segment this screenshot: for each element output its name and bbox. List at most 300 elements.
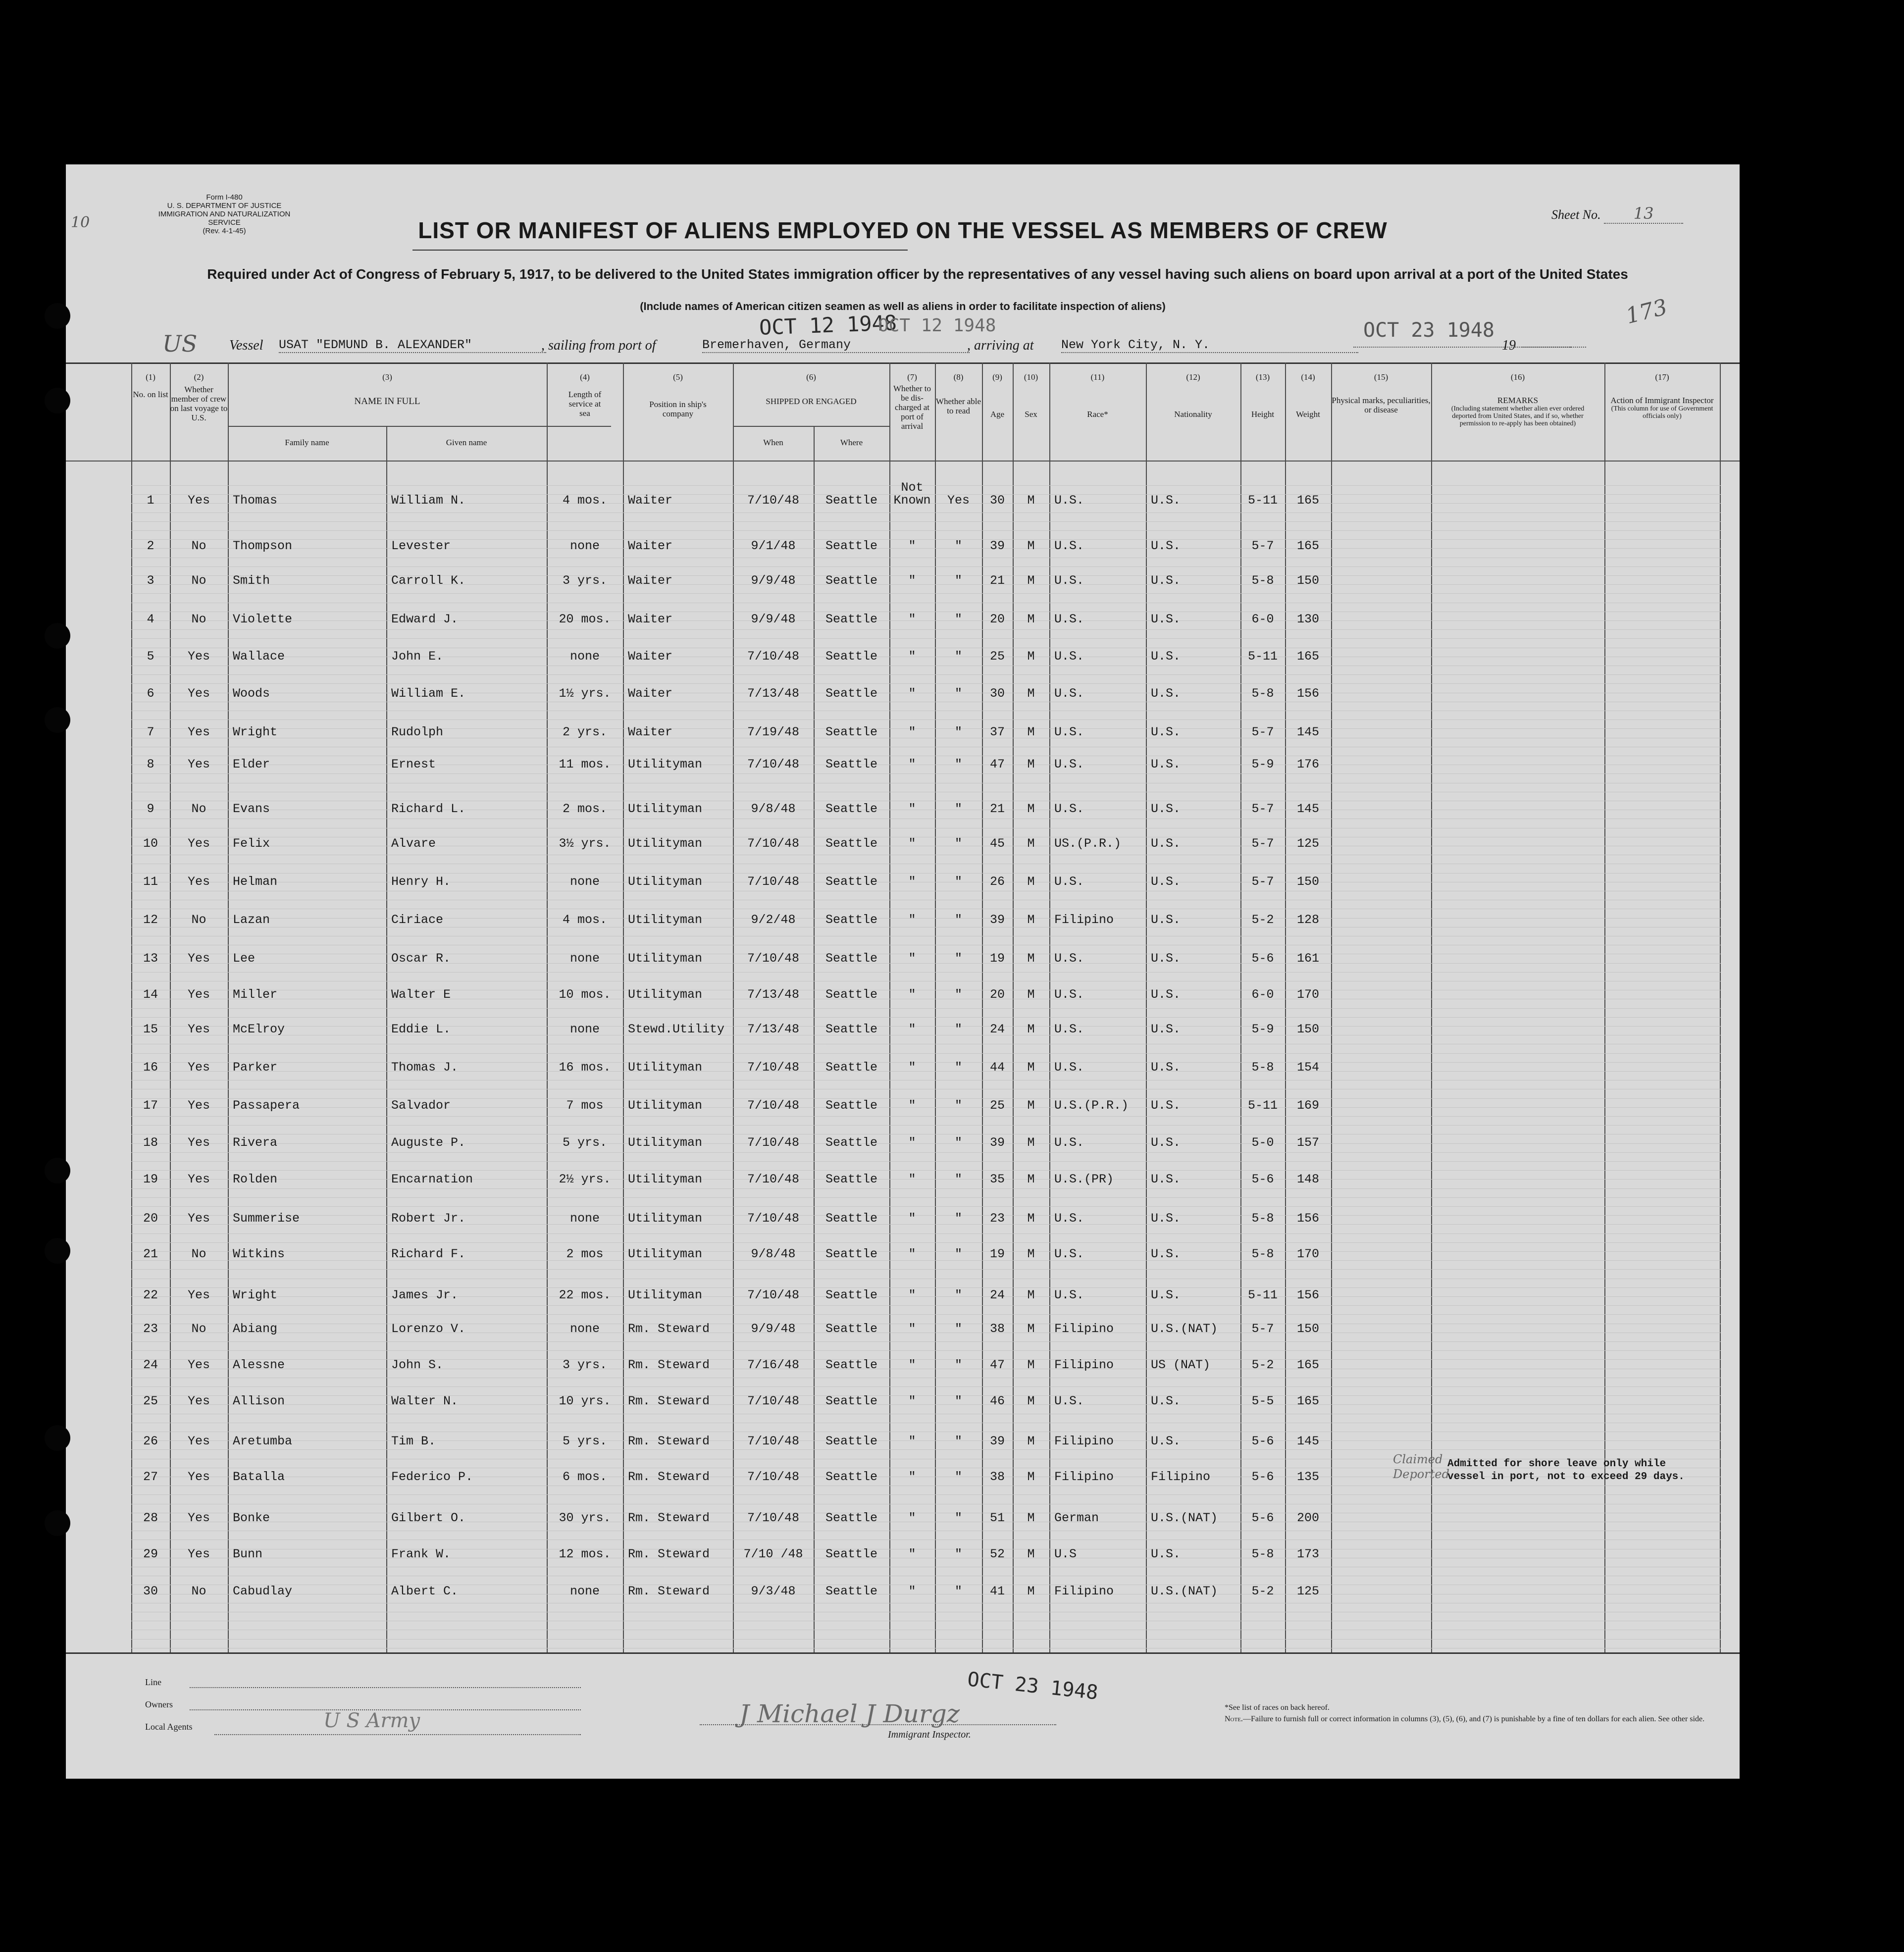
cell-nationality: U.S.: [1151, 1288, 1181, 1302]
sailing-label: , sailing from port of: [541, 338, 656, 353]
cell-nationality: U.S.: [1151, 539, 1181, 553]
cell-last-voyage: No: [191, 1247, 206, 1261]
cell-service-length: none: [569, 1584, 600, 1598]
port-from: Bremerhaven, Germany: [702, 338, 970, 353]
departure-stamp: OCT 12 1948: [759, 310, 897, 340]
col16-header: REMARKS: [1497, 396, 1539, 405]
cell-given-name: John S.: [391, 1358, 444, 1372]
cell-weight: 156: [1296, 686, 1319, 701]
cell-race: U.S.: [1054, 802, 1084, 816]
cell-shipped-where: Seattle: [825, 1135, 878, 1150]
cell-able-to-read: ": [954, 1247, 962, 1261]
cell-discharged: ": [908, 1358, 916, 1372]
cell-age: 23: [989, 1211, 1005, 1226]
agents-value: U S Army: [323, 1709, 420, 1732]
year-label: 19: [1502, 338, 1516, 353]
cell-shipped-where: Seattle: [825, 951, 878, 966]
owners-label: Owners: [145, 1699, 173, 1709]
cell-family-name: Bonke: [233, 1511, 270, 1525]
cell-nationality: U.S.: [1151, 874, 1181, 889]
cell-discharged: ": [908, 612, 916, 626]
cell-shipped-when: 9/8/48: [751, 802, 796, 816]
cell-weight: 170: [1296, 987, 1319, 1002]
cell-last-voyage: Yes: [187, 493, 210, 508]
cell-shipped-when: 9/2/48: [751, 913, 796, 927]
cell-able-to-read: ": [954, 725, 962, 739]
cell-discharged: ": [908, 1394, 916, 1408]
cell-family-name: McElroy: [233, 1022, 285, 1036]
cell-discharged: ": [908, 1288, 916, 1302]
cell-race: U.S.: [1054, 1135, 1084, 1150]
cell-discharged: ": [908, 1022, 916, 1036]
ledger-line: [131, 1161, 1721, 1162]
cell-position: Utilityman: [628, 1288, 703, 1302]
cell-position: Utilityman: [628, 1247, 703, 1261]
cell-row-number: 11: [143, 874, 158, 889]
cell-given-name: Walter N.: [391, 1394, 459, 1408]
cell-row-number: 22: [143, 1288, 158, 1302]
cell-height: 5-6: [1251, 1470, 1274, 1484]
cell-last-voyage: Yes: [187, 987, 210, 1002]
cell-age: 38: [989, 1470, 1005, 1484]
cell-discharged: ": [908, 802, 916, 816]
cell-row-number: 20: [143, 1211, 158, 1226]
cell-last-voyage: No: [191, 913, 206, 927]
cell-height: 5-8: [1251, 686, 1274, 701]
cell-sex: M: [1027, 874, 1035, 889]
cell-last-voyage: Yes: [187, 1394, 210, 1408]
ledger-line: [131, 530, 1721, 531]
cell-shipped-when: 7/10/48: [747, 1135, 800, 1150]
cell-weight: 156: [1296, 1288, 1319, 1302]
cell-age: 39: [989, 1135, 1005, 1150]
cell-able-to-read: ": [954, 1547, 962, 1561]
cell-nationality: U.S.: [1151, 1098, 1181, 1113]
cell-row-number: 27: [143, 1470, 158, 1484]
cell-discharged: ": [908, 1172, 916, 1186]
ledger-line: [131, 773, 1721, 774]
cell-height: 5-11: [1247, 493, 1278, 508]
cell-weight: 165: [1296, 493, 1319, 508]
cell-family-name: Miller: [233, 987, 278, 1002]
ledger-line: [131, 521, 1721, 522]
cell-service-length: 5 yrs.: [562, 1135, 607, 1150]
cell-given-name: Federico P.: [391, 1470, 473, 1484]
cell-age: 39: [989, 539, 1005, 553]
sheet-number: 13: [1604, 204, 1683, 224]
cell-shipped-when: 9/8/48: [751, 1247, 796, 1261]
cell-height: 5-2: [1251, 1584, 1274, 1598]
cell-family-name: Lazan: [233, 913, 270, 927]
cell-height: 5-11: [1247, 649, 1278, 664]
cell-position: Rm. Steward: [628, 1434, 710, 1448]
cell-weight: 169: [1296, 1098, 1319, 1113]
cell-shipped-where: Seattle: [825, 1547, 878, 1561]
cell-shipped-where: Seattle: [825, 1584, 878, 1598]
cell-service-length: none: [569, 649, 600, 664]
cell-sex: M: [1027, 1247, 1035, 1261]
cell-last-voyage: Yes: [187, 951, 210, 966]
cell-able-to-read: ": [954, 1358, 962, 1372]
binder-hole: [45, 1158, 70, 1183]
col5-number: (5): [673, 372, 683, 382]
cell-discharged: ": [908, 1135, 916, 1150]
cell-shipped-where: Seattle: [825, 725, 878, 739]
cell-shipped-where: Seattle: [825, 913, 878, 927]
cell-family-name: Wallace: [233, 649, 285, 664]
cell-discharged: ": [908, 874, 916, 889]
cell-able-to-read: ": [954, 913, 962, 927]
cell-position: Utilityman: [628, 1135, 703, 1150]
cell-age: 20: [989, 987, 1005, 1002]
cell-race: U.S.: [1054, 493, 1084, 508]
form-number: Form I-480: [206, 193, 243, 202]
cell-shipped-when: 7/13/48: [747, 1022, 800, 1036]
col17-number: (17): [1655, 372, 1669, 382]
form-service: IMMIGRATION AND NATURALIZATION SERVICE: [158, 210, 291, 227]
cell-service-length: 1½ yrs.: [559, 686, 611, 701]
cell-age: 21: [989, 573, 1005, 588]
inspection-stamp: OCT 23 1948: [966, 1668, 1099, 1704]
cell-position: Waiter: [628, 493, 673, 508]
page-number: 173: [1623, 294, 1670, 329]
cell-able-to-read: ": [954, 649, 962, 664]
cell-weight: 176: [1296, 757, 1319, 771]
cell-nationality: U.S.: [1151, 913, 1181, 927]
cell-service-length: 3 yrs.: [562, 573, 607, 588]
cell-nationality: U.S.: [1151, 1247, 1181, 1261]
cell-height: 5-5: [1251, 1394, 1274, 1408]
cell-sex: M: [1027, 1470, 1035, 1484]
binder-hole: [45, 303, 70, 329]
col12-number: (12): [1186, 372, 1200, 382]
cell-race: U.S.: [1054, 1247, 1084, 1261]
cell-able-to-read: ": [954, 1322, 962, 1336]
cell-shipped-where: Seattle: [825, 1060, 878, 1075]
agents-field: [214, 1734, 581, 1735]
cell-row-number: 9: [147, 802, 154, 816]
cell-sex: M: [1027, 573, 1035, 588]
cell-discharged: ": [908, 951, 916, 966]
cell-family-name: Bunn: [233, 1547, 263, 1561]
cell-shipped-when: 9/3/48: [751, 1584, 796, 1598]
cell-discharged: ": [908, 649, 916, 664]
cell-family-name: Passapera: [233, 1098, 300, 1113]
cell-shipped-where: Seattle: [825, 1211, 878, 1226]
cell-able-to-read: ": [954, 874, 962, 889]
cell-discharged: ": [908, 1434, 916, 1448]
cell-family-name: Felix: [233, 836, 270, 851]
cell-height: 5-7: [1251, 874, 1274, 889]
ledger-line: [131, 1116, 1721, 1117]
vessel-prefix-handwritten: US: [162, 330, 198, 357]
cell-last-voyage: No: [191, 573, 206, 588]
table-top-border: [66, 362, 1740, 364]
cell-given-name: Encarnation: [391, 1172, 473, 1186]
col6b-header: Where: [840, 438, 863, 447]
cell-service-length: 2½ yrs.: [559, 1172, 611, 1186]
ledger-line: [131, 1197, 1721, 1198]
cell-last-voyage: Yes: [187, 1288, 210, 1302]
cell-row-number: 3: [147, 573, 154, 588]
cell-age: 25: [989, 649, 1005, 664]
line-label: Line: [145, 1677, 161, 1687]
cell-age: 19: [989, 1247, 1005, 1261]
cell-service-length: none: [569, 1211, 600, 1226]
cell-service-length: 20 mos.: [559, 612, 611, 626]
ledger-line: [131, 1305, 1721, 1306]
cell-family-name: Helman: [233, 874, 278, 889]
cell-height: 5-7: [1251, 1322, 1274, 1336]
cell-height: 5-8: [1251, 1060, 1274, 1075]
cell-family-name: Woods: [233, 686, 270, 701]
cell-position: Utilityman: [628, 987, 703, 1002]
cell-height: 5-8: [1251, 1211, 1274, 1226]
cell-service-length: none: [569, 1022, 600, 1036]
ledger-line: [131, 683, 1721, 684]
cell-age: 24: [989, 1022, 1005, 1036]
cell-shipped-where: Seattle: [825, 1470, 878, 1484]
cell-row-number: 13: [143, 951, 158, 966]
cell-race: Filipino: [1054, 1470, 1114, 1484]
cell-family-name: Aretumba: [233, 1434, 293, 1448]
cell-row-number: 28: [143, 1511, 158, 1525]
cell-service-length: 6 mos.: [562, 1470, 607, 1484]
cell-nationality: U.S.: [1151, 987, 1181, 1002]
cell-able-to-read: ": [954, 802, 962, 816]
cell-position: Rm. Steward: [628, 1547, 710, 1561]
cell-discharged: ": [908, 725, 916, 739]
cell-shipped-when: 7/10/48: [747, 1434, 800, 1448]
cell-family-name: Thompson: [233, 539, 293, 553]
table-bottom-border: [66, 1652, 1740, 1654]
cell-given-name: Richard F.: [391, 1247, 466, 1261]
cell-sex: M: [1027, 1584, 1035, 1598]
cell-race: Filipino: [1054, 913, 1114, 927]
cell-nationality: U.S.: [1151, 493, 1181, 508]
cell-able-to-read: ": [954, 1470, 962, 1484]
cell-position: Utilityman: [628, 951, 703, 966]
cell-shipped-where: Seattle: [825, 539, 878, 553]
cell-given-name: Lorenzo V.: [391, 1322, 466, 1336]
cell-discharged: ": [908, 1322, 916, 1336]
cell-last-voyage: Yes: [187, 725, 210, 739]
cell-race: U.S.: [1054, 1288, 1084, 1302]
cell-given-name: James Jr.: [391, 1288, 459, 1302]
cell-last-voyage: Yes: [187, 1172, 210, 1186]
cell-family-name: Summerise: [233, 1211, 300, 1226]
cell-height: 5-8: [1251, 1547, 1274, 1561]
ledger-line: [131, 1152, 1721, 1153]
cell-position: Utilityman: [628, 913, 703, 927]
cell-sex: M: [1027, 686, 1035, 701]
cell-given-name: Alvare: [391, 836, 436, 851]
col-line: [386, 426, 387, 1652]
cell-age: 51: [989, 1511, 1005, 1525]
subtitle-note: (Include names of American citizen seamen as well as aliens in order to facilitate inspection of aliens): [640, 300, 1166, 312]
col6-number: (6): [806, 372, 816, 382]
cell-shipped-when: 7/10/48: [747, 951, 800, 966]
col8-header: Whether able to read: [935, 397, 981, 415]
ledger-line: [131, 1188, 1721, 1189]
cell-service-length: 4 mos.: [562, 913, 607, 927]
cell-sex: M: [1027, 493, 1035, 508]
cell-discharged: ": [908, 1247, 916, 1261]
cell-position: Rm. Steward: [628, 1584, 710, 1598]
cell-shipped-where: Seattle: [825, 649, 878, 664]
year-line: [1522, 347, 1586, 348]
cell-given-name: Walter E: [391, 987, 451, 1002]
cell-weight: 150: [1296, 874, 1319, 889]
cell-family-name: Thomas: [233, 493, 278, 508]
remark-shore-leave: Admitted for shore leave only while vessel in port, not to exceed 29 days.: [1447, 1458, 1685, 1483]
col1-number: (1): [146, 372, 155, 382]
cell-weight: 125: [1296, 836, 1319, 851]
cell-service-length: 2 mos.: [562, 802, 607, 816]
ledger-line: [131, 1242, 1721, 1243]
cell-height: 5-9: [1251, 757, 1274, 771]
cell-row-number: 29: [143, 1547, 158, 1561]
cell-given-name: John E.: [391, 649, 444, 664]
cell-service-length: none: [569, 874, 600, 889]
title-underline: [412, 250, 908, 251]
cell-weight: 165: [1296, 649, 1319, 664]
cell-last-voyage: Yes: [187, 649, 210, 664]
inspector-signature: J Michael J Durgz: [739, 1699, 960, 1728]
cell-position: Waiter: [628, 539, 673, 553]
cell-row-number: 16: [143, 1060, 158, 1075]
ledger-line: [131, 1017, 1721, 1018]
form-department: U. S. DEPARTMENT OF JUSTICE: [167, 202, 282, 210]
cell-service-length: 3 yrs.: [562, 1358, 607, 1372]
cell-race: Filipino: [1054, 1584, 1114, 1598]
ledger-line: [131, 719, 1721, 720]
cell-last-voyage: Yes: [187, 1358, 210, 1372]
cell-age: 37: [989, 725, 1005, 739]
cell-last-voyage: No: [191, 539, 206, 553]
cell-family-name: Rivera: [233, 1135, 278, 1150]
cell-race: US.(P.R.): [1054, 836, 1122, 851]
cell-row-number: 26: [143, 1434, 158, 1448]
cell-shipped-where: Seattle: [825, 836, 878, 851]
cell-sex: M: [1027, 1547, 1035, 1561]
cell-race: U.S.: [1054, 1022, 1084, 1036]
col11-header: Race*: [1087, 410, 1108, 419]
cell-given-name: Ciriace: [391, 913, 444, 927]
cell-position: Utilityman: [628, 874, 703, 889]
cell-family-name: Violette: [233, 612, 293, 626]
cell-position: Utilityman: [628, 1060, 703, 1075]
penalty-note: [1225, 1714, 1720, 1724]
cell-shipped-where: Seattle: [825, 493, 878, 508]
col6a-header: When: [763, 438, 783, 447]
cell-position: Waiter: [628, 725, 673, 739]
cell-shipped-where: Seattle: [825, 757, 878, 771]
cell-last-voyage: No: [191, 612, 206, 626]
cell-service-length: 12 mos.: [559, 1547, 611, 1561]
cell-height: 5-6: [1251, 1172, 1274, 1186]
cell-shipped-when: 7/10/48: [747, 1172, 800, 1186]
cell-race: Filipino: [1054, 1322, 1114, 1336]
form-revision: (Rev. 4-1-45): [203, 227, 246, 235]
cell-position: Rm. Steward: [628, 1358, 710, 1372]
cell-height: 6-0: [1251, 987, 1274, 1002]
cell-able-to-read: ": [954, 1584, 962, 1598]
cell-row-number: 2: [147, 539, 154, 553]
cell-able-to-read: ": [954, 757, 962, 771]
cell-row-number: 12: [143, 913, 158, 927]
ledger-line: [131, 1053, 1721, 1054]
ledger-line: [131, 1314, 1721, 1315]
cell-weight: 156: [1296, 1211, 1319, 1226]
cell-sex: M: [1027, 951, 1035, 966]
cell-shipped-where: Seattle: [825, 1172, 878, 1186]
cell-shipped-when: 9/9/48: [751, 612, 796, 626]
binder-hole: [45, 1510, 70, 1536]
cell-able-to-read: Yes: [947, 493, 970, 508]
col10-number: (10): [1024, 372, 1038, 382]
cell-discharged: ": [908, 1211, 916, 1226]
cell-discharged: ": [908, 913, 916, 927]
col2-header: Whether member of crew on last voyage to U.S.: [170, 385, 228, 422]
cell-shipped-where: Seattle: [825, 1511, 878, 1525]
cell-nationality: U.S.(NAT): [1151, 1511, 1218, 1525]
cell-nationality: U.S.: [1151, 725, 1181, 739]
cell-row-number: 1: [147, 493, 154, 508]
cell-last-voyage: Yes: [187, 1511, 210, 1525]
cell-weight: 128: [1296, 913, 1319, 927]
cell-able-to-read: ": [954, 573, 962, 588]
cell-sex: M: [1027, 539, 1035, 553]
cell-service-length: 7 mos: [566, 1098, 604, 1113]
cell-shipped-when: 7/10/48: [747, 1060, 800, 1075]
cell-position: Rm. Steward: [628, 1511, 710, 1525]
col6-header: SHIPPED OR ENGAGED: [766, 397, 857, 406]
cell-given-name: Henry H.: [391, 874, 451, 889]
cell-shipped-when: 7/10/48: [747, 1511, 800, 1525]
header-bottom-border: [66, 461, 1740, 462]
page-title: LIST OR MANIFEST OF ALIENS EMPLOYED ON THE VESSEL AS MEMBERS OF CREW: [418, 217, 1388, 243]
cell-height: 5-2: [1251, 913, 1274, 927]
cell-able-to-read: ": [954, 951, 962, 966]
cell-weight: 145: [1296, 725, 1319, 739]
ledger-line: [131, 1350, 1721, 1351]
cell-nationality: U.S.: [1151, 1211, 1181, 1226]
cell-last-voyage: No: [191, 1584, 206, 1598]
cell-weight: 173: [1296, 1547, 1319, 1561]
cell-shipped-when: 7/10/48: [747, 1211, 800, 1226]
cell-given-name: Levester: [391, 539, 451, 553]
cell-shipped-when: 7/10/48: [747, 1288, 800, 1302]
cell-age: 41: [989, 1584, 1005, 1598]
cell-row-number: 4: [147, 612, 154, 626]
col12-header: Nationality: [1174, 410, 1212, 419]
col17-header: Action of Immigrant Inspector: [1610, 396, 1714, 405]
cell-position: Utilityman: [628, 1172, 703, 1186]
cell-height: 5-6: [1251, 1434, 1274, 1448]
cell-service-length: 4 mos.: [562, 493, 607, 508]
col15-number: (15): [1374, 372, 1389, 382]
cell-given-name: Frank W.: [391, 1547, 451, 1561]
cell-position: Rm. Steward: [628, 1322, 710, 1336]
cell-shipped-when: 7/10/48: [747, 1470, 800, 1484]
cell-family-name: Elder: [233, 757, 270, 771]
cell-age: 25: [989, 1098, 1005, 1113]
cell-service-length: none: [569, 951, 600, 966]
cell-given-name: Rudolph: [391, 725, 444, 739]
ledger-line: [131, 638, 1721, 639]
cell-shipped-when: 7/19/48: [747, 725, 800, 739]
